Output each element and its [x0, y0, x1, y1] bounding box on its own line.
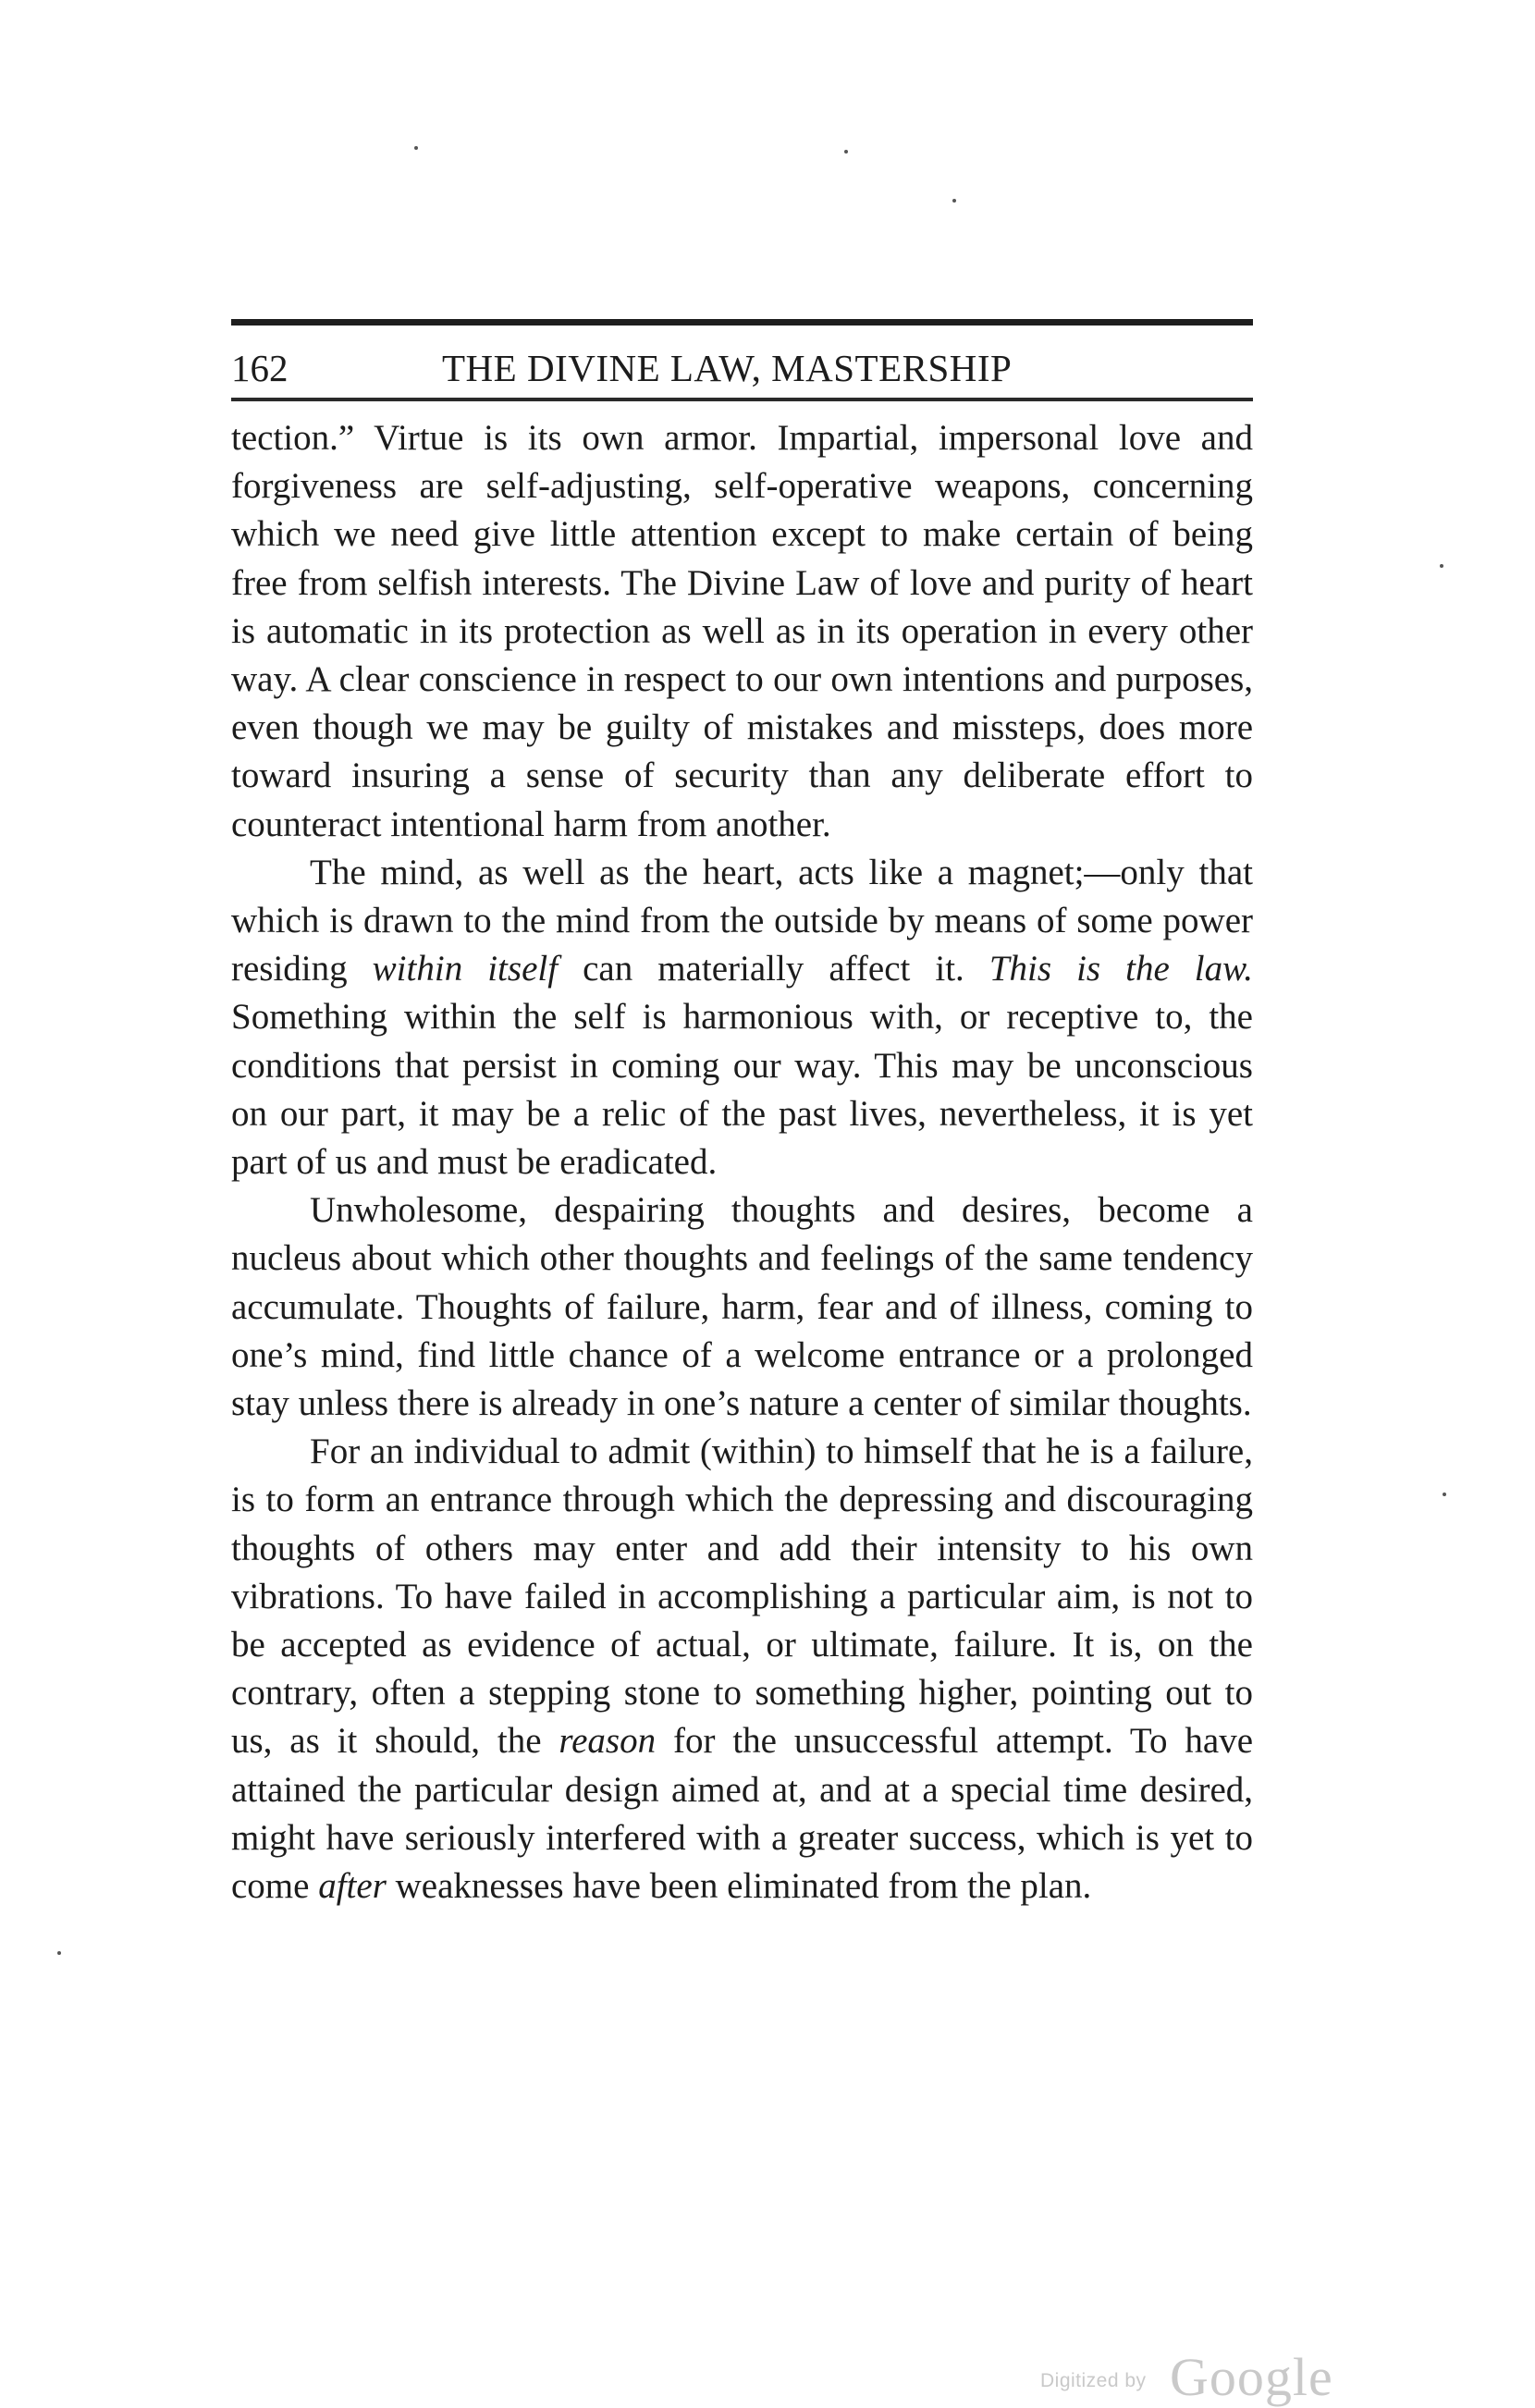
italic-phrase: reason: [559, 1721, 657, 1762]
header-rule-top: [231, 319, 1253, 326]
page-number: 162: [231, 347, 289, 389]
scan-speck: [844, 150, 848, 154]
paragraph-2-text: can materially affect it.: [558, 949, 989, 989]
scan-speck: [1443, 1493, 1446, 1496]
paragraph-1: tection.” Virtue is its own armor. Impartial, impersonal love and forgiveness are self-adjusting, self-operative weapons, concerning which we need give little attention except to make certain of being free from selfish interests. The Divine Law of love and purity of heart is automatic in its protection as well as in its operation in every other way. A clear conscience in respect to our own intentions and purposes, even though we may be guilty of mistakes and missteps, does more toward insuring a sense of security than any deliberate effort to counteract intentional harm from another.: [231, 418, 1253, 844]
paragraph-4-text: For an individual to admit (within) to himself that he is a failure, is to form an entrance through which the depressing and discouraging thoughts of others may enter and add their intensity to his own vibrations. To have failed in accomplishing a particular aim, is not to be accepted as evidence of actual, or ultimate, failure. It is, on the contrary, often a stepping stone to something higher, pointing out to us, as it should, the: [231, 1431, 1253, 1762]
paragraph-4-text: weaknesses have been eliminated from the plan.: [386, 1866, 1092, 1907]
scan-speck: [57, 1951, 61, 1955]
scan-speck: [952, 199, 956, 203]
scan-speck: [1440, 564, 1443, 568]
paragraph-2: [231, 849, 1253, 1186]
body-text: [231, 414, 1253, 1910]
watermark-prefix: Digitized by: [1040, 2370, 1147, 2391]
paragraph-4-text: for the unsuccessful attempt. To have attained the particular design aimed at, and at a special time desired, might have seriously interfered with a greater success, which is yet to come: [231, 1721, 1253, 1907]
italic-phrase: after: [318, 1866, 387, 1907]
paragraph-3: Unwholesome, despairing thoughts and desires, become a nucleus about which other thoughts and feelings of the same tendency accumulate. Thoughts of failure, harm, fear and of illness, coming to one’s mind, find little chance of a welcome entrance or a prolonged stay unless there is already in one’s nature a center of similar thoughts.: [231, 1190, 1253, 1424]
running-head: [231, 340, 1253, 396]
italic-phrase: This is the law.: [989, 949, 1253, 989]
scan-speck: [414, 146, 418, 150]
running-title: THE DIVINE LAW, MASTERSHIP: [442, 347, 1013, 389]
paragraph-4: [231, 1428, 1253, 1910]
paragraph-2-text: The mind, as well as the heart, acts like a magnet;—only that which is drawn to the mind from the outside by means of some power residing: [231, 852, 1253, 989]
italic-phrase: within itself: [372, 949, 559, 989]
google-logo: Google: [1170, 2347, 1333, 2407]
paragraph-2-text: Something within the self is harmonious with, or receptive to, the conditions that persist in coming our way. This may be unconscious on our part, it may be a relic of the past lives, nevertheless, it is yet part of us and must be eradicated.: [231, 997, 1253, 1183]
header-rule-bottom: [231, 398, 1253, 401]
digitized-watermark: [1040, 2347, 1355, 2407]
